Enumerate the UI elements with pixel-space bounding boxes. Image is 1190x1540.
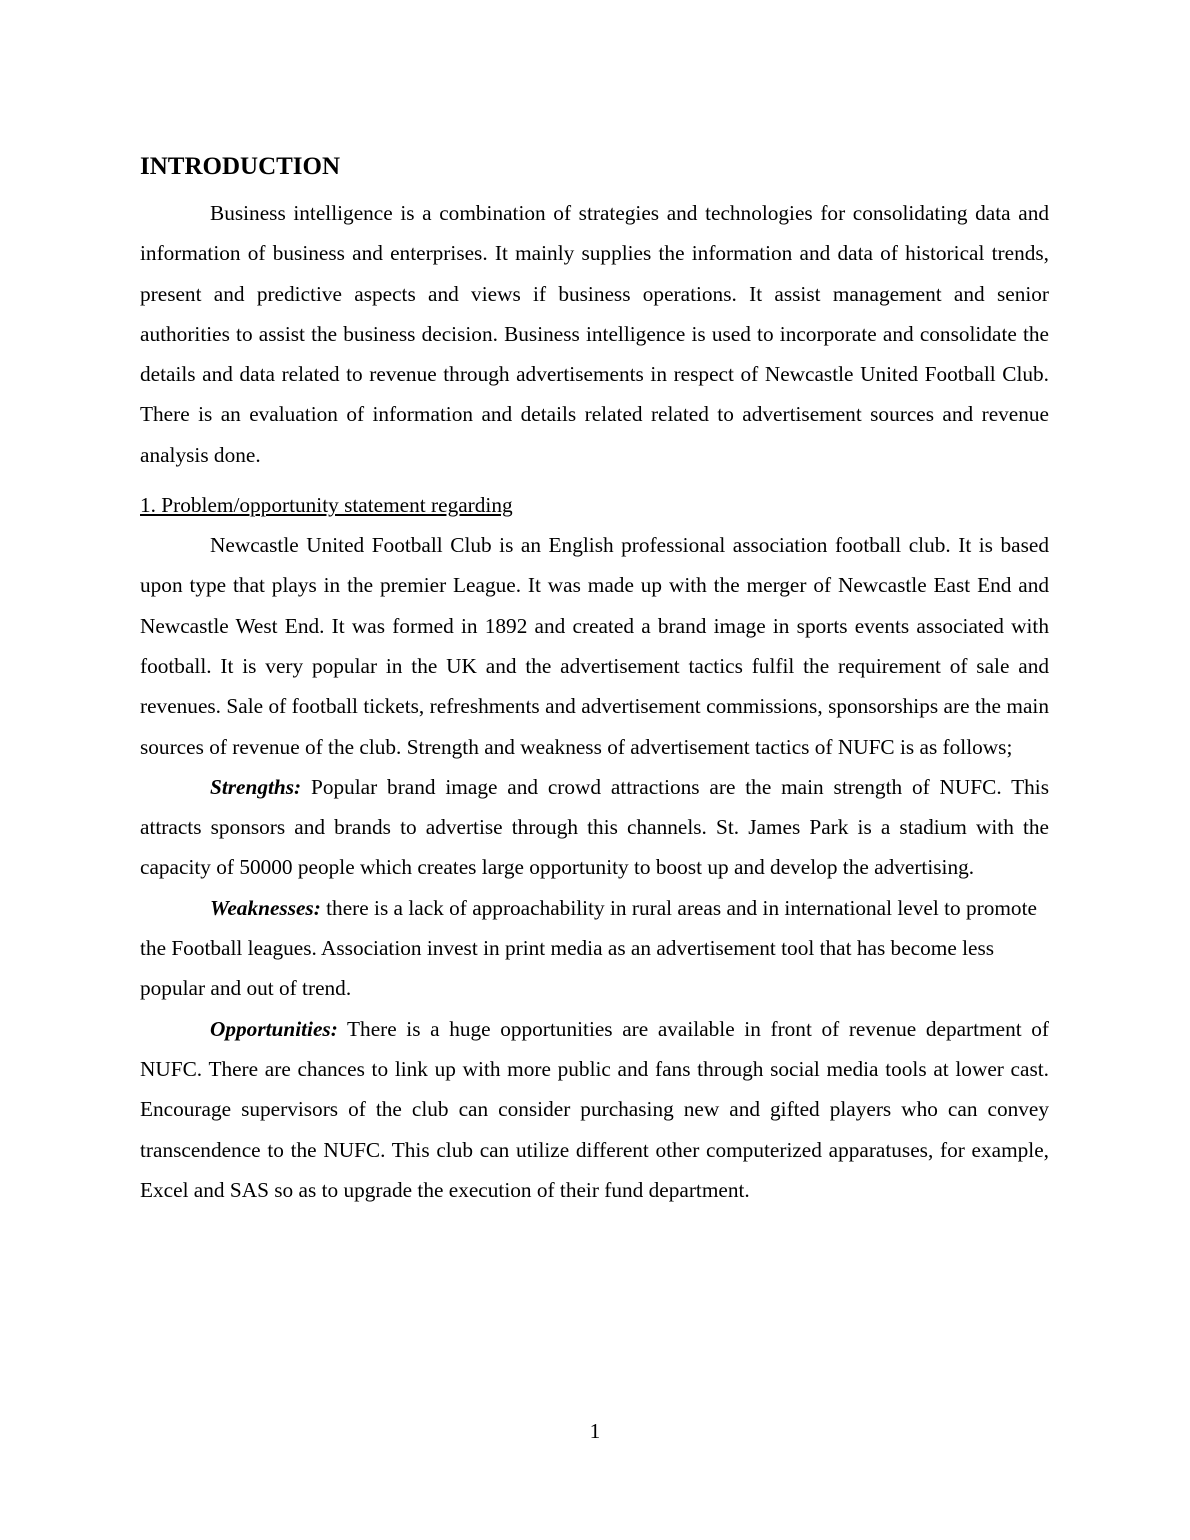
weaknesses-paragraph [140,888,1049,1009]
section-1-paragraph: Newcastle United Football Club is an English professional association football club. It is based upon type that plays in the premier League. It was made up with the merger of Newcastle East End and Newcastle West End. It was formed in 1892 and created a brand image in sports events associated with football. It is very popular in the UK and the advertisement tactics fulfil the requirement of sale and revenues. Sale of football tickets, refreshments and advertisement commissions, sponsorships are the main sources of revenue of the club. Strength and weakness of advertisement tactics of NUFC is as follows; [140,533,1049,759]
strengths-text: Popular brand image and crowd attractions are the main strength of NUFC. This attracts sponsors and brands to advertise through this channels. St. James Park is a stadium with the capacity of 50000 people which creates large opportunity to boost up and develop the advertising. [140,774,1049,880]
opportunities-text: There is a huge opportunities are available in front of revenue department of NUFC. There are chances to link up with more public and fans through social media tools at lower cast. Encourage supervisors of the club can consider purchasing new and gifted players who can convey transcendence to the NUFC. This club can utilize different other computerized apparatuses, for example, Excel and SAS so as to upgrade the execution of their fund department. [140,1016,1049,1202]
strengths-paragraph [140,767,1049,888]
weaknesses-text: there is a lack of approachability in rural areas and in international level to promote the Football leagues. Association invest in print media as an advertisement tool that has become less popular and out of trend. [140,895,1037,1001]
opportunities-paragraph [140,1009,1049,1210]
strengths-label: Strengths: [210,774,302,799]
weaknesses-label: Weaknesses: [210,895,321,920]
intro-paragraph: Business intelligence is a combination of strategies and technologies for consolidating data and information of business and enterprises. It mainly supplies the information and data of historical trends, present and predictive aspects and views if business operations. It assist management and senior authorities to assist the business decision. Business intelligence is used to incorporate and consolidate the details and data related to revenue through advertisements in respect of Newcastle United Football Club. There is an evaluation of information and details related related to advertisement sources and revenue analysis done. [140,201,1049,467]
page-number: 1 [589,1419,601,1443]
introduction-heading: INTRODUCTION [140,153,341,180]
section-1-title: 1. Problem/opportunity statement regarding [140,493,513,518]
document-page [140,150,1049,1210]
opportunities-label: Opportunities: [210,1016,338,1041]
